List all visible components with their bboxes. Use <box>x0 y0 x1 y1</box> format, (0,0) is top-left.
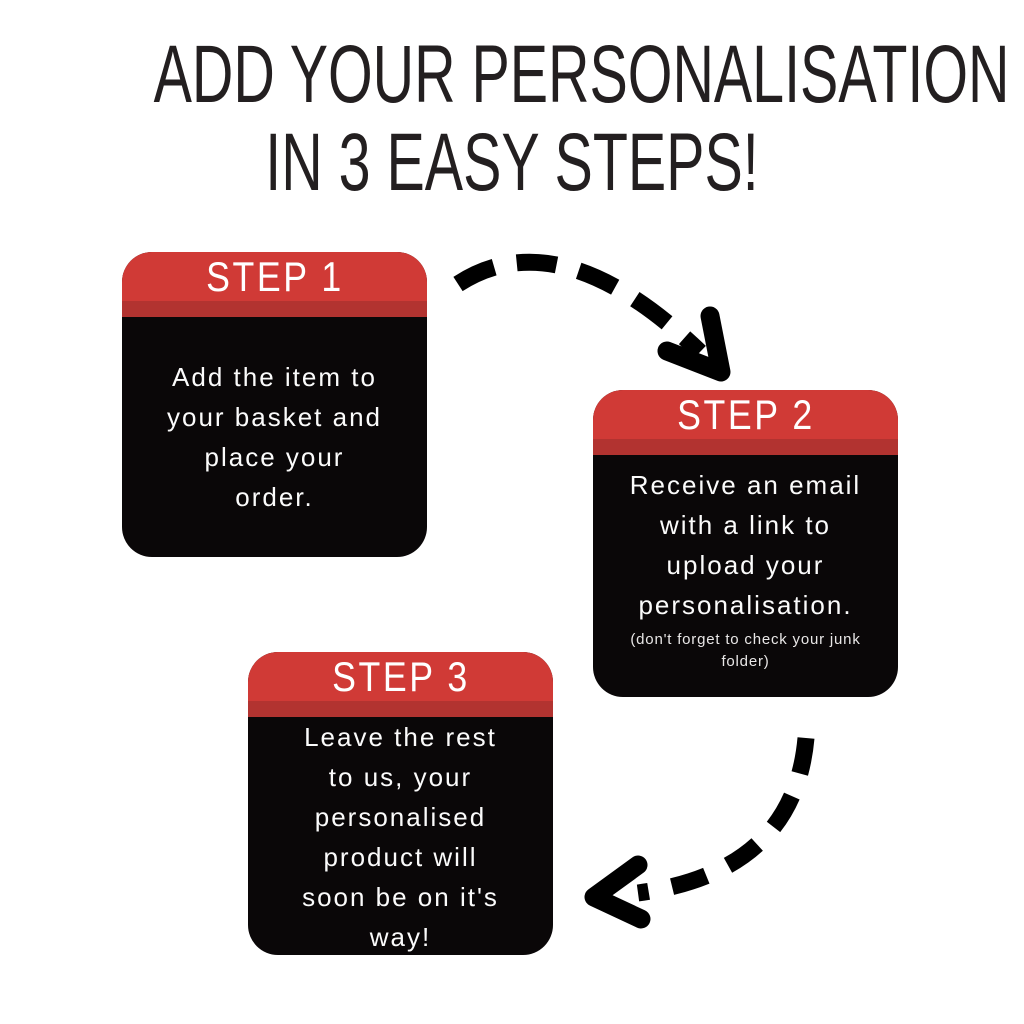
step-1-label: STEP 1 <box>205 252 344 300</box>
step-1-card <box>122 252 427 557</box>
step-2-header-strip <box>593 439 898 455</box>
step-2-card <box>593 390 898 697</box>
step-1-body-text: Add the item to your basket and place your order. <box>166 362 382 512</box>
arrow-2-dash <box>638 738 806 893</box>
curved-dashed-arrow-left-icon <box>594 738 806 919</box>
step-3-header <box>248 652 553 717</box>
step-3-card <box>248 652 553 955</box>
title-line-1: ADD YOUR PERSONALISATION <box>153 29 1010 120</box>
arrow-2-head-icon <box>594 865 641 919</box>
title-line-2: IN 3 EASY STEPS! <box>265 117 759 208</box>
step-2-label: STEP 2 <box>676 390 815 438</box>
step-3-header-strip <box>248 701 553 717</box>
page-title <box>0 31 1024 207</box>
step-1-header <box>122 252 427 317</box>
arrow-1-dash <box>458 262 700 352</box>
step-3-body-text: Leave the rest to us, your personalised product will soon be on it's way! <box>302 722 499 952</box>
step-1-header-strip <box>122 301 427 317</box>
curved-dashed-arrow-down-right-icon <box>458 262 721 372</box>
step-2-body-text: Receive an email with a link to upload your personalisation. <box>629 470 862 620</box>
arrow-1-head-icon <box>667 316 721 372</box>
step-3-label: STEP 3 <box>331 652 470 700</box>
step-2-note-text: (don't forget to check your junk folder) <box>630 631 861 670</box>
step-2-header <box>593 390 898 455</box>
